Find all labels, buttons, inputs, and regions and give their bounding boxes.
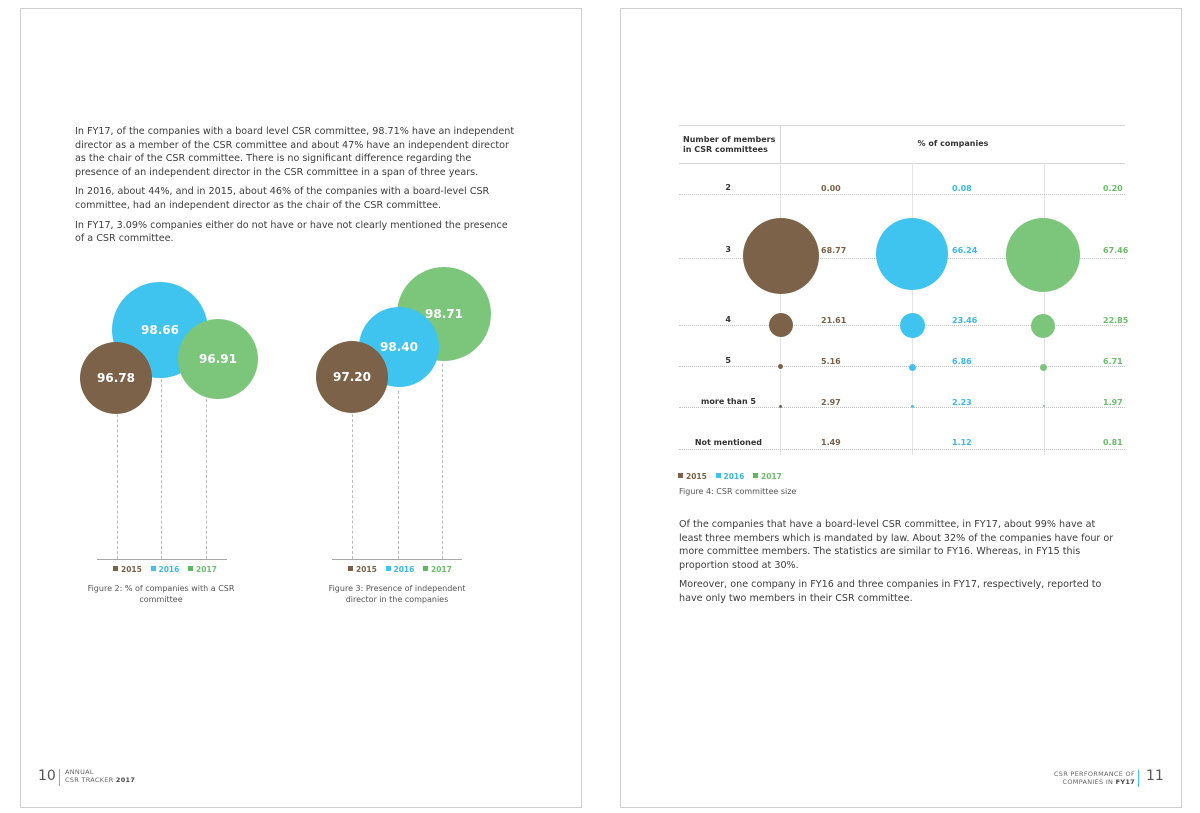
footer-year: FY17: [1115, 777, 1135, 786]
bubble-2017-5: [1040, 364, 1047, 371]
guide-line: [398, 391, 399, 559]
bubble-2017-3: [1006, 218, 1080, 292]
baseline: [332, 559, 462, 560]
legend: [672, 472, 782, 481]
legend-label-2017: 2017: [196, 565, 217, 574]
value-2015: 21.61: [821, 316, 847, 325]
figure-3-caption: Figure 3: Presence of independent director in the companies: [328, 584, 466, 604]
legend-label-2015: 2015: [356, 565, 377, 574]
value-2015: 5.16: [821, 357, 841, 366]
legend-label-2015: 2015: [686, 472, 707, 481]
bubble-2016: 98.40: [359, 307, 439, 387]
paragraph: Moreover, one company in FY16 and three companies in FY17, respectively, reported to have only two members in their CSR committee.: [679, 579, 1102, 604]
bubble-2015-5: [778, 364, 783, 369]
legend-swatch-2015: [678, 473, 683, 478]
footer-prefix: COMPANIES IN: [1062, 777, 1114, 786]
value-2015: 2.97: [821, 398, 841, 407]
value-2017: 22.85: [1103, 316, 1129, 325]
footer-year: 2017: [115, 775, 136, 784]
value-2017: 1.97: [1103, 398, 1123, 407]
row-rule: [679, 366, 1125, 367]
value-2017: 67.46: [1103, 246, 1129, 255]
guide-line: [117, 389, 118, 559]
paragraph: In FY17, 3.09% companies either do not have or have not clearly mentioned the presence of a CSR committee.: [75, 219, 508, 245]
bubble-2016-4: [900, 313, 925, 338]
header-members: Number of members in CSR committees: [683, 135, 776, 154]
value-2015: 1.49: [821, 438, 841, 447]
footer-line-1: ANNUAL: [65, 768, 94, 776]
legend-label-2017: 2017: [431, 565, 452, 574]
value-2017: 0.20: [1103, 184, 1123, 193]
value-2016: 23.46: [952, 316, 978, 325]
row-label-2: 2: [725, 183, 731, 192]
footer-line-2: [65, 777, 135, 785]
row-label-5: 5: [725, 356, 731, 365]
row-label-not-mentioned: Not mentioned: [694, 438, 762, 447]
header-rule: [679, 163, 1125, 164]
guide-line: [442, 364, 443, 559]
bubble-2015: 97.20: [316, 341, 388, 413]
value-2016: 2.23: [952, 398, 972, 407]
bubble-2017-4: [1031, 314, 1055, 338]
footer-prefix: CSR TRACKER: [65, 775, 114, 784]
page-number: 10: [38, 768, 56, 784]
legend-label-2016: 2016: [158, 565, 180, 574]
guide-line: [352, 414, 353, 559]
footer-line-1: CSR PERFORMANCE OF: [1053, 770, 1135, 778]
header-percent: % of companies: [917, 139, 989, 148]
legend-label-2017: 2017: [761, 472, 782, 481]
value-2015: 0.00: [821, 184, 841, 193]
right-text-block: [679, 518, 1119, 606]
bubble-2015-more: [779, 405, 782, 408]
row-label-4: 4: [725, 315, 731, 324]
legend: [107, 565, 217, 574]
guide-line: [161, 359, 162, 559]
legend-swatch-2017: [188, 566, 193, 571]
bubble-2017: 96.91: [178, 319, 258, 399]
paragraph: In FY17, of the companies with a board level CSR committee, 98.71% have an independent director as a member of the CSR committee and about 47% have an independent director as the chair of the CSR committee. There is no significant difference regarding the presence of an independent director in the CSR committee in a span of three years.: [75, 126, 515, 178]
legend-swatch-2017: [423, 566, 428, 571]
footer-line-2: [1054, 779, 1135, 787]
paragraph: Of the companies that have a board-level CSR committee, in FY17, about 99% have at least three members which is mandated by law. About 32% of the companies have four or more committee members. The statistics are similar to FY16. Whereas, in FY15 this proportion stood at 30%.: [679, 519, 1114, 571]
footer-title: [1054, 771, 1135, 786]
legend-swatch-2016: [151, 566, 156, 571]
legend-swatch-2017: [753, 473, 758, 478]
bubble-2015-4: [769, 313, 793, 337]
figure-2-caption: Figure 2: % of companies with a CSR committee: [87, 584, 235, 604]
figure-4-caption: Figure 4: CSR committee size: [679, 487, 797, 496]
guide-line: [206, 379, 207, 559]
legend-label-2016: 2016: [393, 565, 415, 574]
value-2016: 1.12: [952, 438, 972, 447]
value-2016: 66.24: [952, 246, 978, 255]
value-2017: 0.81: [1103, 438, 1123, 447]
legend-swatch-2015: [348, 566, 353, 571]
footer-divider: [1138, 770, 1139, 787]
row-rule: [679, 449, 1125, 450]
legend: [342, 565, 452, 574]
row-rule: [679, 194, 1125, 195]
baseline: [97, 559, 227, 560]
value-2016: 0.08: [952, 184, 972, 193]
row-rule: [679, 407, 1125, 408]
grid-line: [1044, 163, 1045, 455]
legend-label-2016: 2016: [723, 472, 745, 481]
legend-swatch-2015: [113, 566, 118, 571]
right-page: [620, 8, 1182, 808]
grid-line: [780, 163, 781, 455]
bubble-2016-3: [876, 218, 948, 290]
row-label-more-than-5: more than 5: [701, 397, 756, 406]
footer-divider: [59, 769, 60, 786]
value-2016: 6.86: [952, 357, 972, 366]
page-number: 11: [1146, 768, 1164, 784]
left-text-block: [75, 125, 515, 246]
bubble-2016-more: [911, 405, 914, 408]
bubble-2015-3: [743, 218, 819, 294]
legend-swatch-2016: [386, 566, 391, 571]
legend-label-2015: 2015: [121, 565, 142, 574]
grid-line: [912, 163, 913, 455]
bubble-2016: 98.66: [112, 282, 208, 378]
legend-swatch-2016: [716, 473, 721, 478]
bubble-2016-5: [909, 364, 916, 371]
footer-title: [65, 769, 135, 784]
value-2015: 68.77: [821, 246, 847, 255]
left-page: [20, 8, 582, 808]
table-top-rule: [679, 125, 1125, 126]
bubble-2017-more: [1043, 405, 1045, 407]
bubble-2015: 96.78: [80, 342, 152, 414]
value-2017: 6.71: [1103, 357, 1123, 366]
paragraph: In 2016, about 44%, and in 2015, about 46% of the companies with a board-level CSR committee, had an independent director as the chair of the CSR committee.: [75, 186, 490, 211]
bubble-2017: 98.71: [397, 267, 491, 361]
row-label-3: 3: [725, 245, 731, 254]
